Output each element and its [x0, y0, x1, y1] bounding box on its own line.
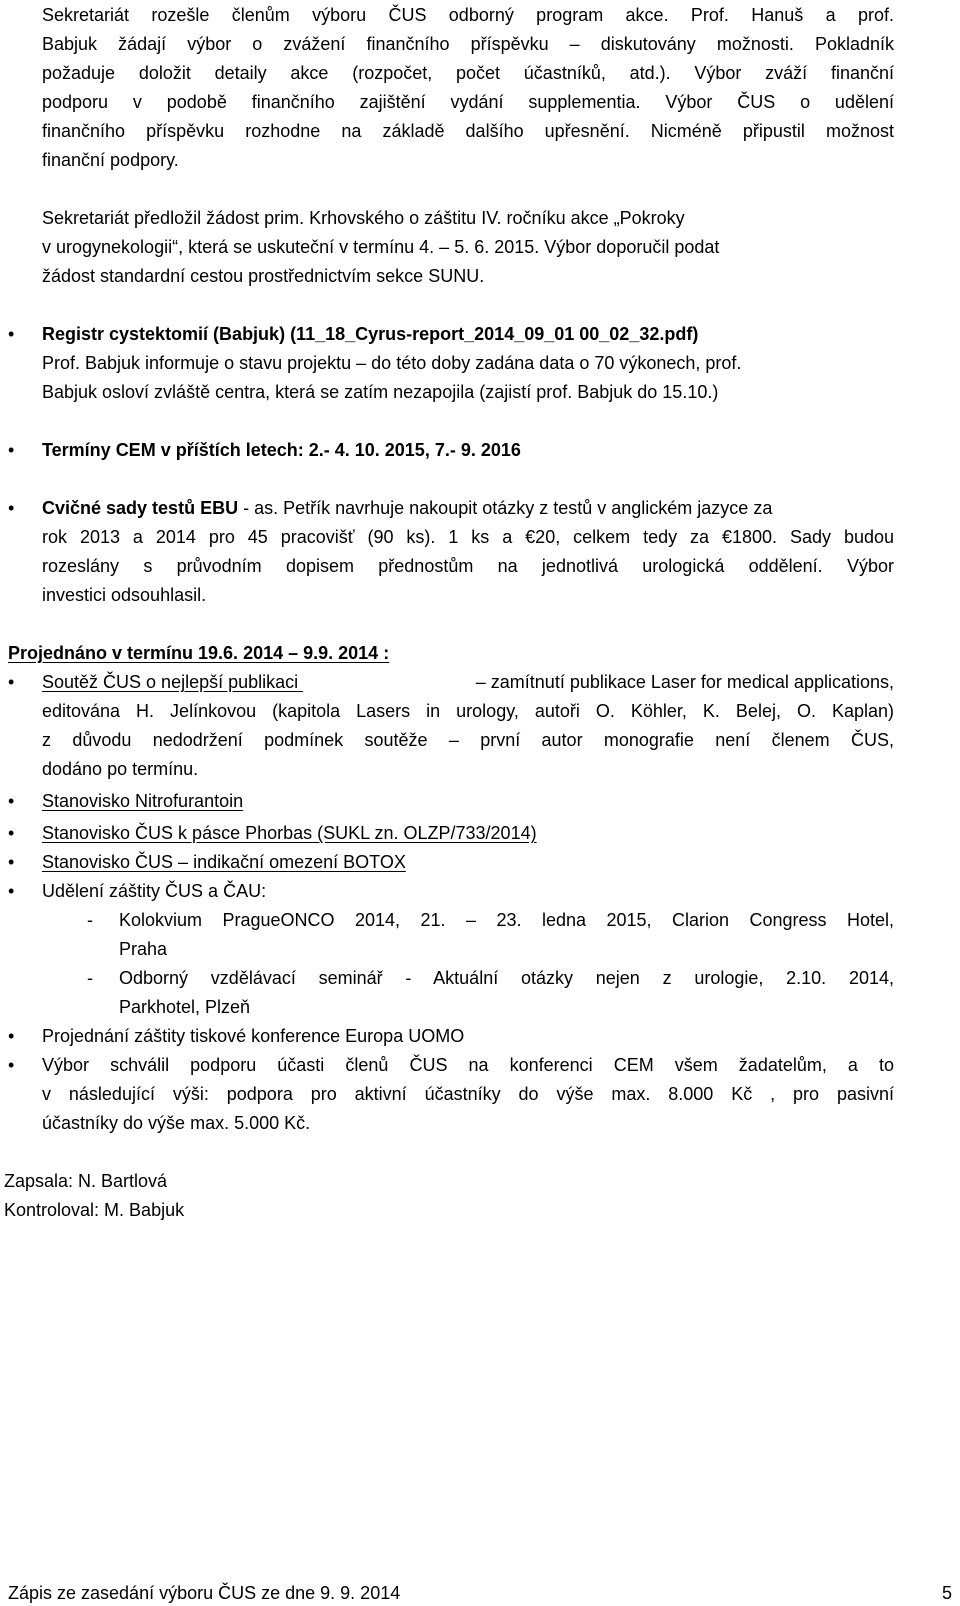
- uomo-item: Projednání záštity tiskové konference Europa UOMO: [42, 1026, 465, 1046]
- bullet-icon: •: [8, 498, 15, 518]
- bullet-icon: •: [8, 881, 15, 901]
- paragraph-line: účastníky do výše max. 5.000 Kč.: [42, 1113, 311, 1133]
- bullet-icon: •: [8, 1026, 15, 1046]
- paragraph-line: Prof. Babjuk informuje o stavu projektu – do této doby zadána data o 70 výkonech, prof.: [42, 353, 742, 373]
- stanovisko-nitrofurantoin-link[interactable]: Stanovisko Nitrofurantoin: [42, 791, 244, 811]
- dash-item-line: Parkhotel, Plzeň: [119, 997, 251, 1017]
- soutez-first-line: [42, 669, 894, 695]
- dash-item-line: Kolokvium PragueONCO 2014, 21. – 23. ledna 2015, Clarion Congress Hotel,: [119, 910, 894, 930]
- projednano-heading: Projednáno v termínu 19.6. 2014 – 9.9. 2014 :: [8, 643, 390, 663]
- soutez-link[interactable]: Soutěž ČUS o nejlepší publikaci: [42, 672, 304, 692]
- paragraph-line: Výbor schválil podporu účasti členů ČUS na konferenci CEM všem žadatelům, a to: [42, 1055, 894, 1075]
- bullet-icon: •: [8, 791, 15, 811]
- paragraph-line: Babjuk žádají výbor o zvážení finančního příspěvku – diskutovány možnosti. Pokladník: [42, 34, 894, 54]
- paragraph-line: rok 2013 a 2014 pro 45 pracovišť (90 ks). 1 ks a €20, celkem tedy za €1800. Sady budou: [42, 527, 894, 547]
- dash-item-line: Odborný vzdělávací seminář - Aktuální otázky nejen z urologie, 2.10. 2014,: [119, 968, 894, 988]
- paragraph-line: finančního příspěvku rozhodne na základě dalšího upřesnění. Nicméně připustil možnost: [42, 121, 894, 141]
- paragraph-line: finanční podpory.: [42, 150, 179, 170]
- page-number: 5: [942, 1583, 953, 1603]
- soutez-first-rest: – zamítnutí publikace Laser for medical applications,: [475, 672, 894, 692]
- terminy-heading: Termíny CEM v příštích letech: 2.- 4. 10. 2015, 7.- 9. 2016: [42, 440, 521, 460]
- paragraph-line: dodáno po termínu.: [42, 759, 199, 779]
- zapsala: Zapsala: N. Bartlová: [4, 1171, 168, 1191]
- cvicne-heading: Cvičné sady testů EBU: [42, 498, 239, 518]
- cvicne-first-line: [42, 495, 894, 521]
- paragraph-line: podporu v podobě finančního zajištění vydání supplementia. Výbor ČUS o udělení: [42, 92, 894, 112]
- bullet-icon: •: [8, 852, 15, 872]
- paragraph-line: editována H. Jelínkovou (kapitola Lasers in urology, autoři O. Köhler, K. Belej, O. Kaplan): [42, 701, 894, 721]
- cvicne-first-rest: Petřík navrhuje nakoupit otázky z testů v anglickém jazyce za: [278, 498, 773, 518]
- page-footer: Zápis ze zasedání výboru ČUS ze dne 9. 9. 2014: [8, 1583, 401, 1603]
- dash-marker: -: [87, 910, 93, 930]
- dash-item-line: Praha: [119, 939, 168, 959]
- paragraph-line: v následující výši: podpora pro aktivní účastníky do výše max. 8.000 Kč , pro pasivní: [42, 1084, 894, 1104]
- stanovisko-phorbas-link[interactable]: Stanovisko ČUS k pásce Phorbas (SUKL zn. OLZP/733/2014): [42, 823, 537, 843]
- bullet-icon: •: [8, 1055, 15, 1075]
- paragraph-line: Sekretariát předložil žádost prim. Krhovského o záštitu IV. ročníku akce „Pokroky: [42, 208, 685, 228]
- stanovisko-botox-link[interactable]: Stanovisko ČUS – indikační omezení BOTOX: [42, 852, 406, 872]
- paragraph-line: investici odsouhlasil.: [42, 585, 207, 605]
- bullet-icon: •: [8, 672, 15, 692]
- dash-marker: -: [87, 968, 93, 988]
- bullet-icon: •: [8, 440, 15, 460]
- paragraph-line: v urogynekologii“, která se uskuteční v termínu 4. – 5. 6. 2015. Výbor doporučil podat: [42, 237, 720, 257]
- registr-heading: Registr cystektomií (Babjuk) (11_18_Cyrus-report_2014_09_01 00_02_32.pdf): [42, 324, 699, 344]
- paragraph-line: rozeslány s průvodním dopisem přednostům na jednotlivá urologická oddělení. Výbor: [42, 556, 894, 576]
- paragraph-line: z důvodu nedodržení podmínek soutěže – první autor monografie není členem ČUS,: [42, 730, 894, 750]
- paragraph-line: požaduje doložit detaily akce (rozpočet, počet účastníků, atd.). Výbor zváží finanční: [42, 63, 894, 83]
- bullet-icon: •: [8, 324, 15, 344]
- zastity-item: Udělení záštity ČUS a ČAU:: [42, 881, 267, 901]
- bullet-icon: •: [8, 823, 15, 843]
- paragraph-line: Sekretariát rozešle členům výboru ČUS odborný program akce. Prof. Hanuš a prof.: [42, 5, 894, 25]
- kontroloval: Kontroloval: M. Babjuk: [4, 1200, 185, 1220]
- paragraph-line: Babjuk osloví zvláště centra, která se zatím nezapojila (zajistí prof. Babjuk do 15.10.): [42, 382, 719, 402]
- cvicne-suffix: - as.: [238, 498, 279, 518]
- paragraph-line: žádost standardní cestou prostřednictvím sekce SUNU.: [42, 266, 485, 286]
